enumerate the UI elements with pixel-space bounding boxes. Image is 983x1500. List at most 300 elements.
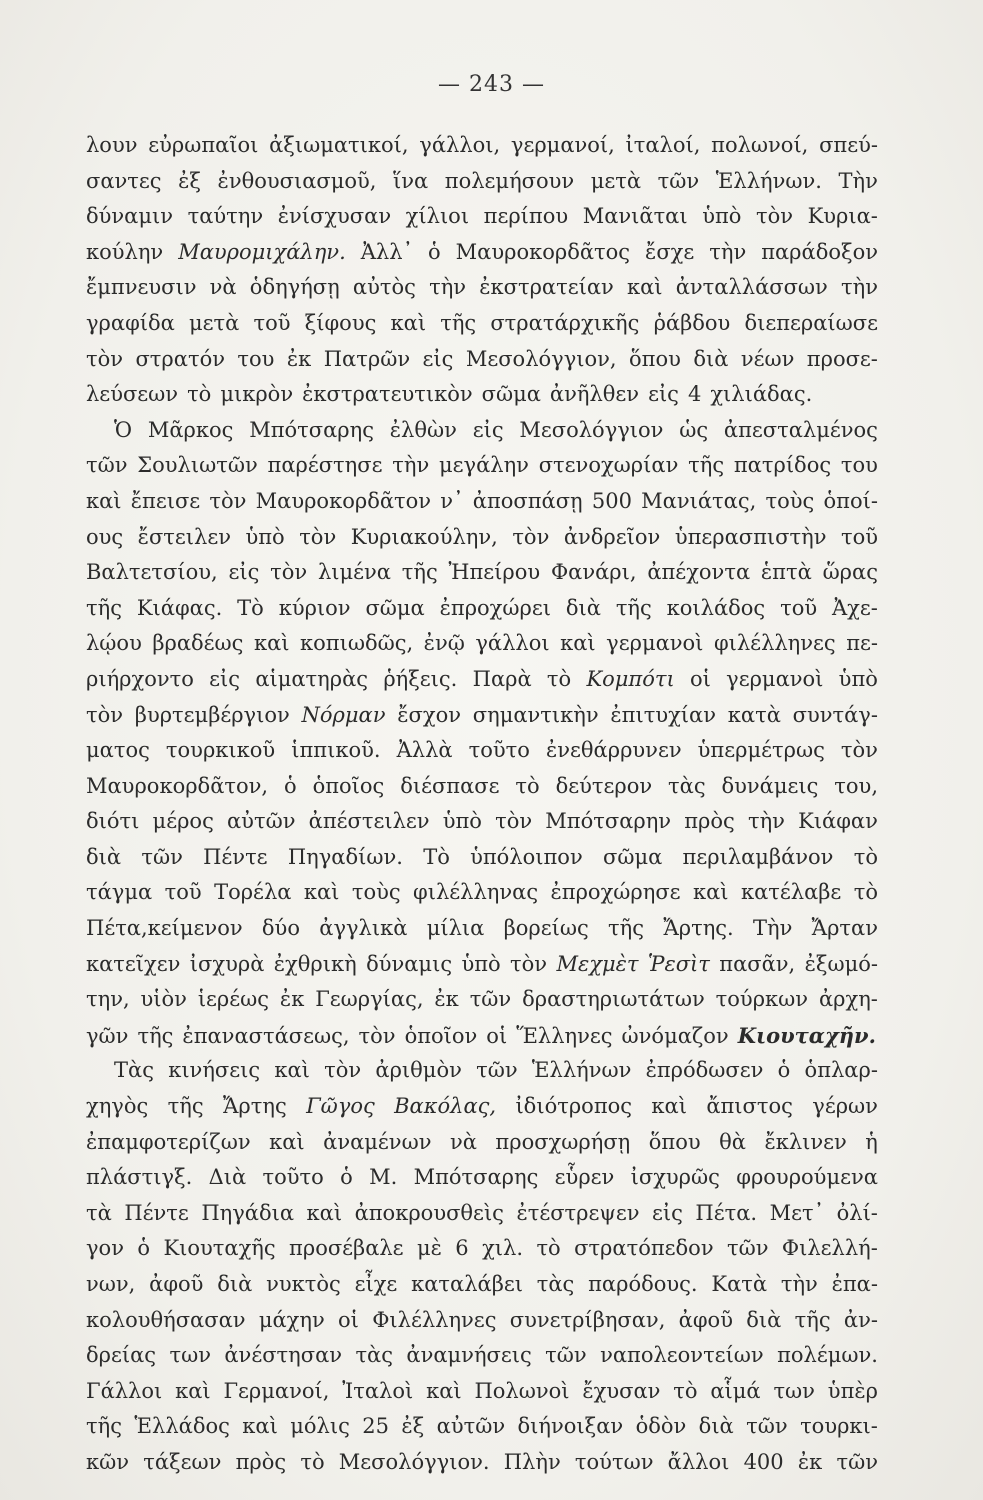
word: Τὸ xyxy=(423,844,450,869)
word: Πέτα. xyxy=(695,1200,758,1225)
word: τὰς xyxy=(355,1343,393,1368)
word: μίλια xyxy=(426,916,485,941)
word: τὸ xyxy=(300,1449,325,1474)
text-line xyxy=(86,1196,878,1232)
word: των xyxy=(773,1378,815,1403)
text-line xyxy=(86,840,878,876)
text-line xyxy=(86,1267,878,1303)
word: ἄπιστος xyxy=(706,1094,793,1119)
word: τάξεων xyxy=(143,1449,222,1474)
word: Μεσολόγγιον xyxy=(519,417,664,442)
text-line xyxy=(86,164,878,200)
word: ἐκ xyxy=(797,1449,823,1474)
word: Νόρμαν xyxy=(301,702,386,727)
word: τὰς xyxy=(668,773,706,798)
word: αἷμά xyxy=(710,1378,761,1403)
word: ἐξωμό- xyxy=(804,951,878,976)
word: ἀνέστησαν xyxy=(224,1343,343,1368)
word: ὁ xyxy=(137,1236,151,1261)
word: εἰς xyxy=(648,382,679,407)
word: γον xyxy=(86,1236,124,1261)
body-text xyxy=(86,128,878,1481)
word: τὸ xyxy=(673,1378,698,1403)
word: τὴν xyxy=(429,275,467,300)
word: εἰς xyxy=(209,666,241,691)
word: οἱ xyxy=(338,1307,359,1332)
word: ριήρχοντο xyxy=(86,666,194,691)
word: ἀν- xyxy=(843,1307,878,1332)
word: Βαλτετσίου, xyxy=(86,560,218,585)
word: ἰταλοί, xyxy=(625,133,701,157)
word: αἱματηρὰς xyxy=(255,666,369,691)
word: πολωνοί, xyxy=(711,133,809,157)
word: αὐτῶν xyxy=(436,1414,506,1439)
word: προσχωρήσῃ xyxy=(495,1129,631,1154)
word: καὶ xyxy=(274,1058,310,1083)
word: νυκτὸς xyxy=(266,1272,341,1296)
word: σῶμα xyxy=(365,595,425,620)
word: καὶ xyxy=(651,1094,687,1119)
word: τὸν xyxy=(299,524,337,549)
word: ἡ xyxy=(865,1129,878,1154)
word: Μεχμὲτ xyxy=(556,951,639,976)
word: τοῦτο xyxy=(262,1165,324,1190)
text-line xyxy=(86,199,878,235)
word: ῥήξεις. xyxy=(383,666,458,691)
word: ν᾿ xyxy=(440,488,464,513)
word: νὰ xyxy=(449,1129,477,1154)
word: Μεσολόγγιον, xyxy=(465,346,617,371)
word: καὶ xyxy=(693,880,729,905)
word: τῶν xyxy=(469,987,512,1012)
word: σῶμα xyxy=(481,382,541,407)
word: στρατόν xyxy=(135,346,225,371)
word: ξίφους xyxy=(304,310,377,335)
word: ματος xyxy=(86,738,150,763)
word: Τὸ xyxy=(237,595,264,620)
word: πε- xyxy=(846,631,878,656)
word: ἀποκρουσθεὶς xyxy=(354,1200,504,1225)
word: Βακόλας, xyxy=(394,1094,497,1119)
text-line xyxy=(86,875,878,911)
word: βορείως xyxy=(503,916,589,941)
text-line xyxy=(86,947,878,983)
word: ὁ xyxy=(777,1058,791,1083)
word: ἐπα- xyxy=(831,1272,878,1296)
word: νὰ xyxy=(209,275,237,300)
word: Ἑλλήνων. xyxy=(715,168,822,193)
word: οἱ xyxy=(486,1023,508,1048)
word: τουρκι- xyxy=(800,1414,878,1439)
word: Μπότσαρης xyxy=(249,417,374,442)
word: ὑπὸ xyxy=(702,204,742,229)
word: ὑπερμέτρως xyxy=(697,738,825,763)
word: τὸ xyxy=(187,382,212,407)
word: χίλιοι xyxy=(405,204,470,229)
word: καὶ xyxy=(253,631,290,656)
word: ὁδηγήσῃ xyxy=(249,275,340,300)
word: καὶ xyxy=(303,880,340,905)
word: ἀγγλικὰ xyxy=(319,916,408,941)
word: ὑπόλοιπον xyxy=(470,844,583,869)
word: καὶ xyxy=(426,1378,462,1403)
word: ὑπὸ xyxy=(838,666,878,691)
word: βραδέως xyxy=(152,631,244,656)
word: τῆς xyxy=(167,1094,204,1119)
word: τῆς xyxy=(86,595,122,620)
word: δεύτερον xyxy=(555,773,653,798)
word: τὸν xyxy=(840,738,878,763)
word: τοῦ xyxy=(253,310,291,335)
word: Τορέλα xyxy=(214,880,292,905)
word: τοὺς xyxy=(765,488,815,513)
word: ἀναμένων xyxy=(323,1129,432,1154)
word: Πατρῶν xyxy=(323,346,411,371)
word: Ἑλλάδος xyxy=(134,1414,230,1439)
word: ἔσχε xyxy=(645,239,695,264)
word: τὴν xyxy=(709,239,747,264)
word: διὰ xyxy=(217,1272,253,1296)
word: τῶν xyxy=(476,1058,518,1083)
word: Ῥεσὶτ xyxy=(647,951,710,976)
word: στρατόπεδον xyxy=(574,1236,714,1261)
word: ἔστειλεν xyxy=(137,524,231,549)
word: διὰ xyxy=(698,1414,734,1439)
word: Μ. xyxy=(369,1165,398,1190)
word: ους xyxy=(86,524,124,549)
word: περιλαμβάνον xyxy=(682,844,834,869)
word: ἐξ xyxy=(401,1414,425,1439)
word: ἀπέχοντα xyxy=(647,560,751,585)
word: κατέλαβε xyxy=(740,880,842,905)
word: κολουθήσασαν xyxy=(86,1307,246,1332)
word: διὰ xyxy=(693,346,729,371)
word: ἐνθουσιασμοῦ, xyxy=(217,168,377,193)
word: σπεύ- xyxy=(819,133,878,157)
word: πολεμήσουν xyxy=(444,168,575,193)
word: τῆς xyxy=(615,595,652,620)
word: ἐκ xyxy=(279,987,305,1012)
word: Φιλελλή- xyxy=(781,1236,878,1261)
word: ἑπτὰ xyxy=(760,560,812,585)
word: ἐνῷ xyxy=(423,631,465,656)
word: συνετρίβησαν, xyxy=(509,1307,666,1332)
word: λῴου xyxy=(86,631,142,656)
word: εἰς xyxy=(422,346,454,371)
word: ἐκστρατευτικὸν xyxy=(302,382,473,407)
word: μετὰ xyxy=(590,168,642,193)
text-line xyxy=(86,1018,878,1054)
word: κούλην xyxy=(86,239,164,264)
text-line xyxy=(86,1053,878,1089)
word: ῥάβδου xyxy=(653,310,731,335)
word: τὸν xyxy=(270,560,308,585)
word: ἐλθὼν xyxy=(389,417,457,442)
word: Ἕλληνες xyxy=(516,1023,613,1048)
word: τουρκικοῦ xyxy=(165,738,276,763)
word: τὸν xyxy=(324,1058,362,1083)
text-line xyxy=(86,1409,878,1445)
word: ὑπὸ xyxy=(461,951,501,976)
word: ἰδιότροπος xyxy=(515,1094,633,1119)
word: γῶν xyxy=(86,1023,129,1048)
word: πολέμων. xyxy=(777,1343,878,1368)
word: Τὰς xyxy=(114,1058,154,1083)
text-line xyxy=(86,1445,878,1481)
word: καὶ xyxy=(626,275,663,300)
word: Γεωργίας, xyxy=(315,987,424,1012)
word: τούρκων xyxy=(715,987,809,1012)
word: τῶν xyxy=(727,1236,769,1261)
word: Πέντε xyxy=(124,1200,189,1225)
word: στενοχωρίαν xyxy=(538,453,679,478)
word: Πλὴν xyxy=(503,1449,561,1474)
word: μικρὸν xyxy=(220,382,294,407)
word: χιλ. xyxy=(482,1236,524,1261)
word: θὰ xyxy=(719,1129,746,1154)
word: Ἀλλὰ xyxy=(396,738,453,763)
word: σημαντικὴν xyxy=(472,702,599,727)
text-line xyxy=(86,1160,878,1196)
word: κῶν xyxy=(86,1449,130,1474)
word: Γῶγος xyxy=(306,1094,375,1119)
text-line xyxy=(86,1338,878,1374)
word: τὸν xyxy=(755,204,794,229)
word: μεγάλην xyxy=(439,453,529,478)
text-line xyxy=(86,413,878,449)
word: τὰς xyxy=(536,1272,575,1296)
word: μέρος xyxy=(152,809,214,834)
word: ὑπερασπιστὴν xyxy=(674,524,827,549)
word: εἰς xyxy=(652,1200,683,1225)
word: τῶν xyxy=(836,1449,878,1474)
word: λουν xyxy=(86,133,138,157)
word: ὁ xyxy=(284,773,297,798)
word: διὰ xyxy=(86,844,122,869)
word: τάγμα xyxy=(86,880,153,905)
word: του xyxy=(237,346,275,371)
word: Κομπότι xyxy=(586,666,675,691)
word: ὁποί- xyxy=(823,488,878,513)
word: περίπου xyxy=(483,204,569,229)
word: χιλιάδας. xyxy=(710,382,813,407)
word: ἐπιτυχίαν xyxy=(610,702,716,727)
word: Ὁ xyxy=(114,417,133,442)
word: τῶν xyxy=(657,168,700,193)
word: Μεσολόγγιον. xyxy=(338,1449,490,1474)
word: 4 xyxy=(687,382,702,407)
text-line xyxy=(86,769,878,805)
word: τοῦ xyxy=(840,524,878,549)
text-line xyxy=(86,1231,878,1267)
word: τοῦ xyxy=(780,595,818,620)
word: ἀριθμὸν xyxy=(375,1058,462,1083)
word: γραφίδα xyxy=(86,310,175,335)
word: γάλλοι, xyxy=(419,133,501,157)
word: γέρων xyxy=(812,1094,878,1119)
word: ἀποσπάσῃ xyxy=(472,488,583,513)
word: αὐτῶν xyxy=(227,809,296,834)
word: καὶ xyxy=(560,631,596,656)
word: καὶ xyxy=(306,1200,343,1225)
text-line xyxy=(86,662,878,698)
word: 25 xyxy=(362,1414,389,1439)
text-line xyxy=(86,306,878,342)
text-line xyxy=(86,1374,878,1410)
word: ἔσχον xyxy=(397,702,462,727)
word: καὶ xyxy=(242,1414,278,1439)
word: ὁ xyxy=(340,1165,353,1190)
word: τὸν xyxy=(358,1023,396,1048)
word: δρείας xyxy=(86,1343,157,1368)
word: τὸν xyxy=(495,809,533,834)
word: ἀπέστειλεν xyxy=(308,809,430,834)
word: δυνάμεις xyxy=(721,773,819,798)
word: τὸν xyxy=(86,702,124,727)
word: τὸ xyxy=(536,1236,561,1261)
word: τῆς xyxy=(794,1307,831,1332)
word: ὑπὸ xyxy=(442,809,482,834)
word: ὁποῖον xyxy=(404,1023,478,1048)
word: ἰσχυρῶς xyxy=(630,1165,720,1190)
word: πρὸς xyxy=(684,809,735,834)
word: τὸ xyxy=(546,666,572,691)
word: ἔχυσαν xyxy=(582,1378,661,1403)
word: 500 xyxy=(591,488,632,513)
word: ἐνίσχυσαν xyxy=(277,204,392,229)
text-line xyxy=(86,342,878,378)
word: Ἄρτης. xyxy=(663,916,734,941)
word: παρέστησε xyxy=(267,453,383,478)
word: μὲ xyxy=(416,1236,442,1261)
word: ἐτέστρεψεν xyxy=(516,1200,640,1225)
word: νέων xyxy=(740,346,795,371)
word: τὸ xyxy=(853,844,878,869)
word: Μπότσαρην xyxy=(545,809,672,834)
word: τῶν xyxy=(141,844,183,869)
word: ἀπεσταλμένος xyxy=(723,417,878,442)
word: τὴν xyxy=(780,1272,818,1296)
word: εὐρωπαῖοι xyxy=(148,133,259,157)
word: παρόδους. xyxy=(588,1272,698,1296)
text-line xyxy=(86,1089,878,1125)
word: ὅπου xyxy=(648,1129,701,1154)
word: τὸν xyxy=(512,524,550,549)
word: Ἀχε- xyxy=(831,595,878,620)
word: διὰ xyxy=(746,1307,782,1332)
word: ἐξ xyxy=(178,168,201,193)
word: Κιουταχῆς xyxy=(163,1236,276,1261)
word: μετὰ xyxy=(189,310,240,335)
word: τὸν xyxy=(510,951,548,976)
word: δύναμιν xyxy=(86,204,174,229)
word: ὑπὲρ xyxy=(827,1378,878,1403)
text-line xyxy=(86,520,878,556)
word: ὑπὸ xyxy=(245,524,285,549)
word: καὶ xyxy=(269,1129,305,1154)
text-line xyxy=(86,982,878,1018)
word: κοπιωδῶς, xyxy=(300,631,414,656)
word: ἔπεισε xyxy=(130,488,201,513)
word: γερμανοί, xyxy=(510,133,615,157)
text-line xyxy=(86,128,878,164)
word: τῶν xyxy=(545,1343,587,1368)
word: μάχην xyxy=(258,1307,325,1332)
word: Κιουταχῆν. xyxy=(737,1022,876,1048)
text-line xyxy=(86,1125,878,1161)
text-line xyxy=(86,448,878,484)
word: τὰ xyxy=(86,1200,112,1225)
word: οἱ xyxy=(690,666,711,691)
word: ἐπροχώρει xyxy=(439,595,551,620)
word: Μανιάτας, xyxy=(641,488,757,513)
word: πρὸς xyxy=(235,1449,287,1474)
word: τῆς xyxy=(688,453,725,478)
word: σαντες xyxy=(86,168,162,193)
word: εἰς xyxy=(472,417,504,442)
word: τὴν xyxy=(392,453,430,478)
word: ἀνταλλάσσων xyxy=(675,275,828,300)
word: τούτων xyxy=(574,1449,654,1474)
word: τῆς xyxy=(440,310,477,335)
word: Πηγαδίων. xyxy=(287,844,403,869)
word: τῶν xyxy=(746,1414,788,1439)
word: τὸν xyxy=(209,488,247,513)
word: Κυρια- xyxy=(807,204,878,229)
text-line xyxy=(86,235,878,271)
word: λιμένα xyxy=(317,560,391,585)
word: ὀλί- xyxy=(836,1200,878,1225)
word: ἀναμνήσεις xyxy=(406,1343,532,1368)
word: ἐκστρατείαν xyxy=(479,275,614,300)
word: Μαυροκορδᾶτον, xyxy=(86,773,269,798)
word: Μᾶρκος xyxy=(147,417,234,442)
word: πατρίδος xyxy=(733,453,832,478)
word: γερμανοὶ xyxy=(726,666,824,691)
word: φρουρούμενα xyxy=(736,1165,878,1190)
word: ὁποῖος xyxy=(312,773,385,798)
word: καταλάβει xyxy=(411,1272,523,1296)
word: Μαυροκορδᾶτος xyxy=(455,239,631,264)
word: δραστηριωτάτων xyxy=(522,987,705,1012)
word: Μανιᾶται xyxy=(582,204,688,229)
word: Μαυροκορδᾶτον xyxy=(255,488,432,513)
word: ταύτην xyxy=(187,204,264,229)
word: Φιλέλληνες xyxy=(372,1307,497,1332)
word: κατεῖχεν xyxy=(86,951,181,976)
text-line xyxy=(86,804,878,840)
word: Πέτα,κείμενον xyxy=(86,916,243,941)
word: κινήσεις xyxy=(168,1058,261,1083)
word: Ἠπείρου xyxy=(448,560,541,585)
word: Ἀλλ᾿ xyxy=(360,239,414,264)
word: ἔκλινεν xyxy=(764,1129,847,1154)
word: ἐκ xyxy=(434,987,459,1012)
word: Πολωνοὶ xyxy=(474,1378,570,1403)
word: υἱὸν xyxy=(140,987,187,1012)
word: ἀνδρεῖον xyxy=(563,524,661,549)
word: Παρὰ xyxy=(472,666,532,691)
word: παράδοξον xyxy=(761,239,878,264)
word: του, xyxy=(834,773,878,798)
word: Κιάφας. xyxy=(136,595,223,620)
word: την, xyxy=(86,987,130,1012)
text-line xyxy=(86,270,878,306)
word: διεπεραίωσε xyxy=(744,310,878,335)
word: ἐπρόδωσεν xyxy=(645,1058,764,1083)
word: στρατάρχικῆς xyxy=(490,310,640,335)
word: Φανάρι, xyxy=(550,560,637,585)
